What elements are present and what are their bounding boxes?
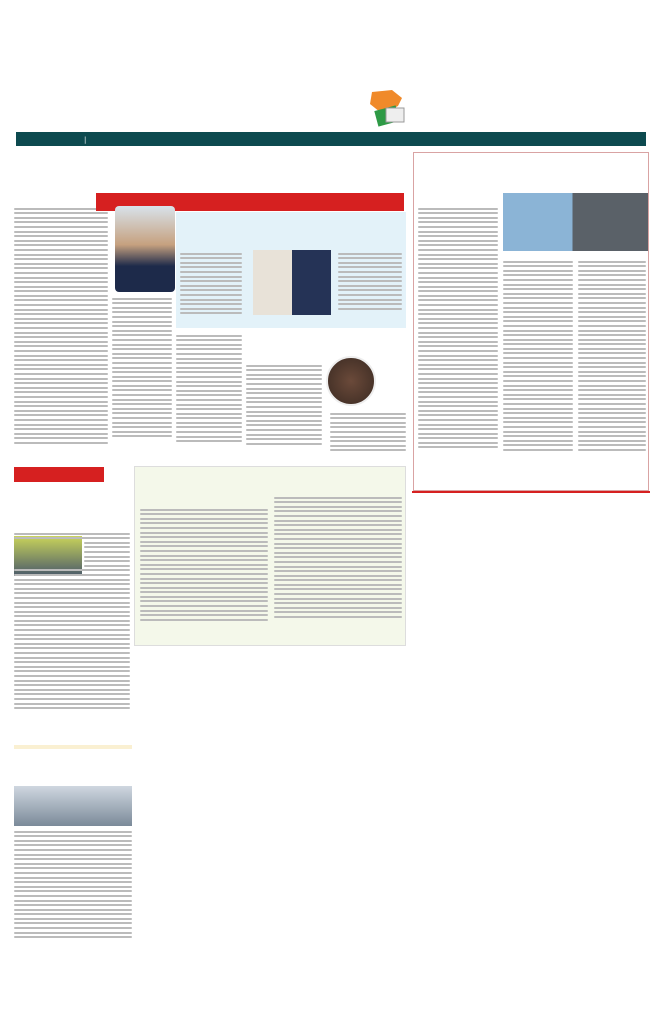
iran-body-col3 <box>578 258 646 485</box>
info-bar: | <box>16 132 646 146</box>
jaishankar-photo <box>253 250 331 315</box>
lead-body-col1 <box>14 205 108 460</box>
lead-body-col3 <box>176 332 242 460</box>
iran-body-col1 <box>418 205 498 485</box>
kullu-headline <box>14 745 132 749</box>
textile-subline <box>412 491 650 505</box>
vikas-body-col1 <box>246 362 322 460</box>
india-map-icon <box>362 88 414 128</box>
jaishankar-body-col1 <box>180 250 242 322</box>
snow-photo <box>14 786 132 826</box>
iran-body-col2 <box>503 258 573 485</box>
irgc-body-col2 <box>274 494 402 640</box>
brief-news-label <box>14 467 104 482</box>
kullu-body <box>14 828 132 958</box>
spokesperson-photo <box>326 356 376 406</box>
pm-modi-photo <box>115 206 175 292</box>
lead-body-col2 <box>112 295 172 460</box>
vikas-body-col2 <box>330 410 406 460</box>
jaishankar-body-col2 <box>338 250 402 322</box>
masthead <box>0 0 660 150</box>
irgc-body-col1 <box>140 506 268 640</box>
petrol-body <box>14 530 130 740</box>
fighter-jet-image <box>503 193 648 251</box>
